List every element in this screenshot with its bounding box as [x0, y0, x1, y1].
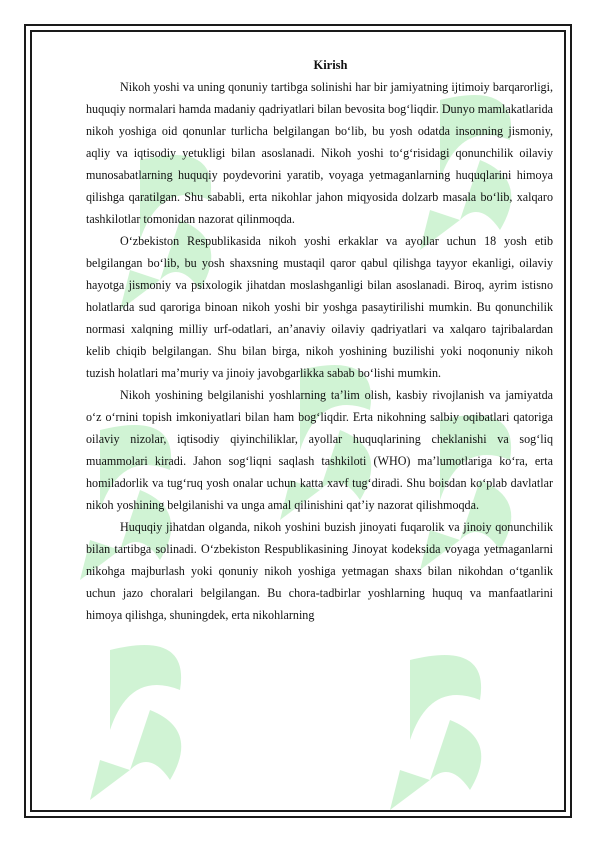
paragraph: O‘zbekiston Respublikasida nikoh yoshi erkaklar va ayollar uchun 18 yosh etib belgilangan bo‘lib, bu yosh shaxsning mustaqil qaror qabul qilishga tayyor ekanligi, oilaviy hayotga jismoniy va psixologik jihatdan moslashganligi bilan asoslanadi. Biroq, ayrim istisno holatlarda sud qaroriga binoan nikoh yoshi bir yoshga pasaytirilishi mumkin. Bu qonunchilik normasi xalqning milliy urf-odatlari, an’anaviy oilaviy qadriyatlari va xalqaro tajribalardan kelib chiqib belgilangan. Shu bilan birga, nikoh yoshining buzilishi yoki noqonuniy nikoh tuzish holatlari ma’muriy va jinoiy javobgarlikka sabab bo‘lishi mumkin. [86, 234, 553, 380]
paragraph: Nikoh yoshi va uning qonuniy tartibga solinishi har bir jamiyatning ijtimoiy barqarorligi, huquqiy normalari hamda madaniy qadriyatlari bilan bevosita bog‘liqdir. Dunyo mamlakatlarida nikoh yoshiga oid qonunlar turlicha belgilangan bo‘lib, bu yosh odatda insonning jismoniy, aqliy va iqtisodiy yetukligi bilan asoslanadi. Nikoh yoshi to‘g‘risidagi qonunchilik oilaviy munosabatlarning huquqiy poydevorini yaratib, voyaga yetmaganlarning huquqlarini himoya qilishga qaratilgan. Shu sababli, erta nikohlar jahon miqyosida dolzarb masala bo‘lib, xalqaro tashkilotlar tomonidan nazorat qilinmoqda. [86, 80, 553, 226]
paragraph: Huquqiy jihatdan olganda, nikoh yoshini buzish jinoyati fuqarolik va jinoiy qonunchilik bilan tartibga solinadi. O‘zbekiston Respublikasining Jinoyat kodeksida voyaga yetmaganlarni nikohga majburlash yoki qonuniy nikoh yoshiga yetmagan shaxs bilan nikohdan o‘tganlik uchun jazo choralari belgilangan. Bu chora-tadbirlar yoshlarning huquq va manfaatlarini himoya qilishga, shuningdek, erta nikohlarning [86, 520, 553, 622]
paragraph: Nikoh yoshining belgilanishi yoshlarning ta’lim olish, kasbiy rivojlanish va jamiyatda o‘z o‘rnini topish imkoniyatlari bilan ham bog‘liqdir. Erta nikohning salbiy oqibatlari qatoriga oilaviy nizolar, iqtisodiy qiyinchiliklar, ayollar huquqlarining cheklanishi va sog‘liq muammolari kiradi. Jahon sog‘liqni saqlash tashkiloti (WHO) ma’lumotlariga ko‘ra, erta homiladorlik va tug‘ruq yosh onalar uchun katta xavf tug‘diradi. Shu boisdan ko‘plab davlatlar nikoh yoshining belgilanishi va unga amal qilinishini qat’iy nazorat qilishmoqda. [86, 388, 553, 512]
document-title: Kirish [313, 58, 348, 72]
document-body [86, 54, 553, 626]
